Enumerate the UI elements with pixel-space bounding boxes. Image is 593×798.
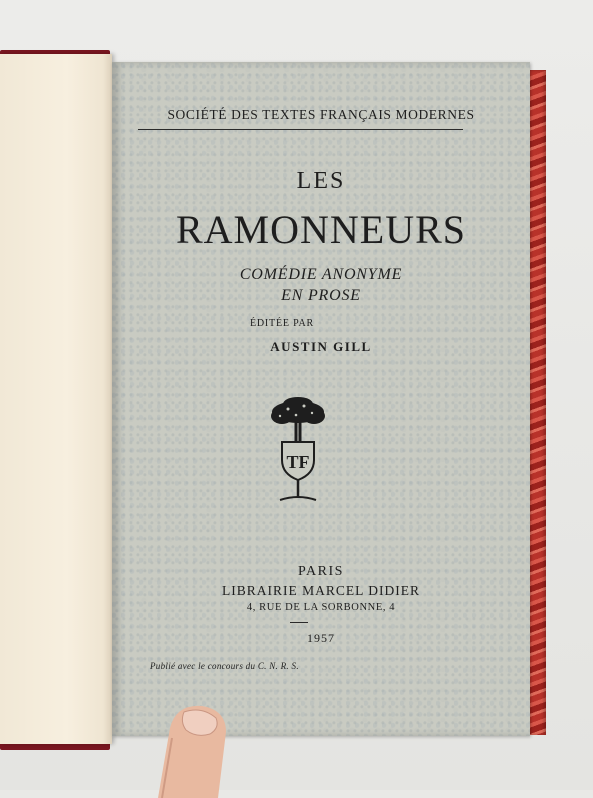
book-title: RAMONNEURS <box>175 207 467 252</box>
finger-holding-page <box>140 698 232 798</box>
title-line-1: LES <box>296 168 346 194</box>
left-blank-page <box>0 54 112 744</box>
printer-device-tree-icon <box>258 394 338 506</box>
society-header: SOCIÉTÉ DES TEXTES FRANÇAIS MODERNES <box>167 107 475 122</box>
subtitle-line-2: EN PROSE <box>281 287 361 304</box>
publisher-name: LIBRAIRIE MARCEL DIDIER <box>222 583 420 598</box>
marbled-endpaper <box>530 70 546 735</box>
publisher-city: PARIS <box>298 564 344 579</box>
year-dash <box>290 622 308 623</box>
funding-credit: Publié avec le concours du C. N. R. S. <box>150 661 299 671</box>
edited-by-label: ÉDITÉE PAR <box>250 318 315 329</box>
subtitle-line-1: COMÉDIE ANONYME <box>239 266 403 283</box>
publication-year: 1957 <box>307 631 335 645</box>
header-rule <box>138 129 463 130</box>
device-monogram: TF <box>286 452 310 472</box>
author-name: AUSTIN GILL <box>270 339 372 354</box>
publisher-address: 4, RUE DE LA SORBONNE, 4 <box>246 602 396 613</box>
